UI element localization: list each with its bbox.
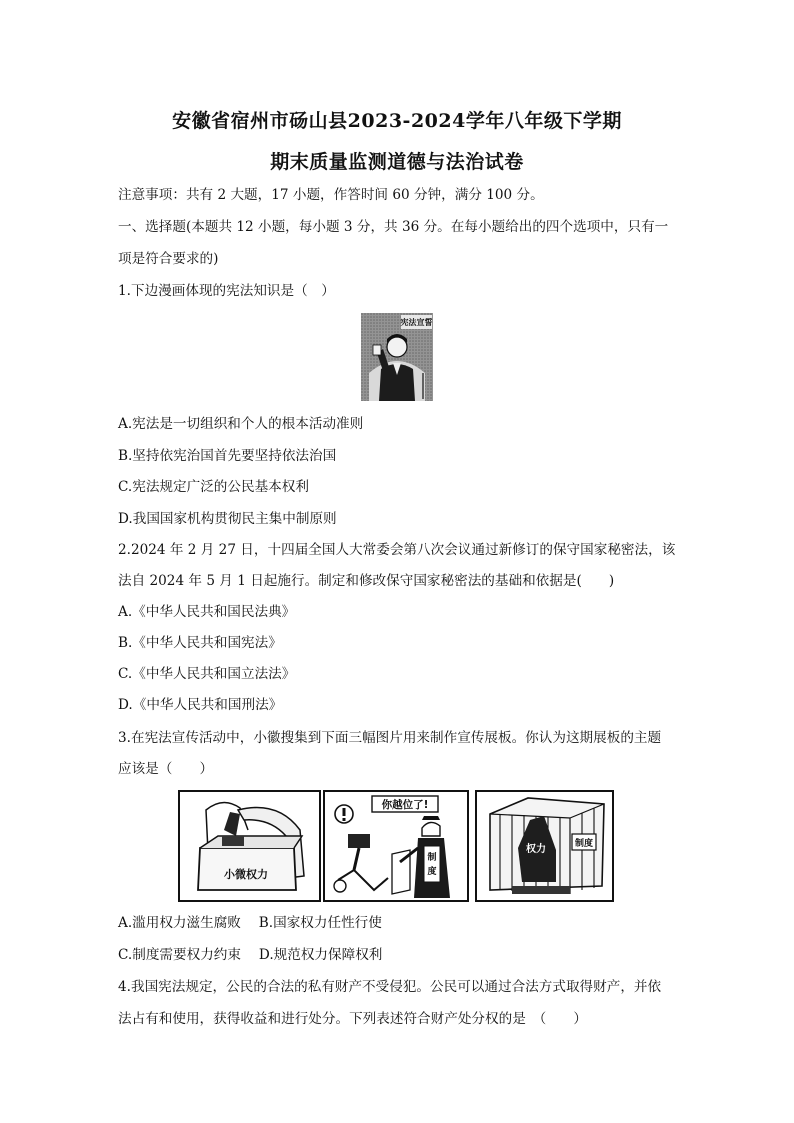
panel2-system-char2: 度 (427, 867, 437, 877)
question-4-stem-line2: 法占有和使用，获得收益和进行处分。下列表述符合财产处分权的是 （ ） (118, 1011, 587, 1027)
question-2-option-b: B.《中华人民共和国宪法》 (118, 635, 282, 651)
panel-small-power (179, 791, 320, 901)
question-4-stem-line1: 4.我国宪法规定，公民的合法的私有财产不受侵犯。公民可以通过合法方式取得财产，并依 (118, 979, 662, 995)
question-2-stem-line2: 法自 2024 年 5 月 1 日起施行。制定和修改保守国家秘密法的基础和依据是( ) (118, 573, 615, 589)
question-1-option-d: D.我国国家机构贯彻民主集中制原则 (118, 511, 337, 527)
question-1-option-c: C.宪法规定广泛的公民基本权利 (118, 479, 309, 495)
notice: 注意事项：共有 2 大题，17 小题，作答时间 60 分钟，满分 100 分。 (118, 187, 544, 203)
question-3-stem-line1: 3.在宪法宣传活动中，小徽搜集到下面三幅图片用来制作宣传展板。你认为这期展板的主题 (118, 730, 662, 746)
question-1-stem: 1.下边漫画体现的宪法知识是（ ） (118, 283, 335, 299)
question-2-option-d: D.《中华人民共和国刑法》 (118, 697, 283, 713)
question-3-options-row2: C.制度需要权力约束 D.规范权力保障权利 (118, 947, 383, 963)
question-3-panels (178, 790, 614, 902)
question-2-option-c: C.《中华人民共和国立法法》 (118, 666, 296, 682)
panel-overstep (324, 791, 468, 901)
question-3-stem-line2: 应该是（ ） (118, 761, 214, 777)
panel3-power-label: 权力 (526, 844, 546, 855)
constitution-oath-cartoon (361, 313, 433, 401)
panel3-system-label: 制度 (574, 839, 594, 849)
question-2-option-a: A.《中华人民共和国民法典》 (118, 604, 296, 620)
question-1-option-a: A.宪法是一切组织和个人的根本活动准则 (118, 416, 364, 432)
question-2-stem-line1: 2.2024 年 2 月 27 日，十四届全国人大常委会第八次会议通过新修订的保守国家秘密法，该 (118, 542, 676, 558)
section1-heading-line1: 一、选择题(本题共 12 小题，每小题 3 分，共 36 分。在每小题给出的四个选项中，只有一 (118, 219, 669, 235)
question-3-options-row1: A.滥用权力滋生腐败 B.国家权力任性行使 (118, 915, 382, 931)
section1-heading-line2: 项是符合要求的) (118, 251, 219, 267)
panel-cage (476, 791, 613, 901)
panel2-system-char1: 制 (427, 853, 437, 863)
exam-title-line2: 期末质量监测道德与法治试卷 (270, 151, 524, 173)
oath-caption: 宪法宣誓 (400, 318, 433, 327)
panel2-speech: 你越位了! (381, 799, 429, 811)
exam-title-line1: 安徽省宿州市砀山县2023-2024学年八年级下学期 (172, 110, 622, 132)
panel1-label: 小微权力 (224, 868, 268, 881)
question-1-option-b: B.坚持依宪治国首先要坚持依法治国 (118, 448, 337, 464)
